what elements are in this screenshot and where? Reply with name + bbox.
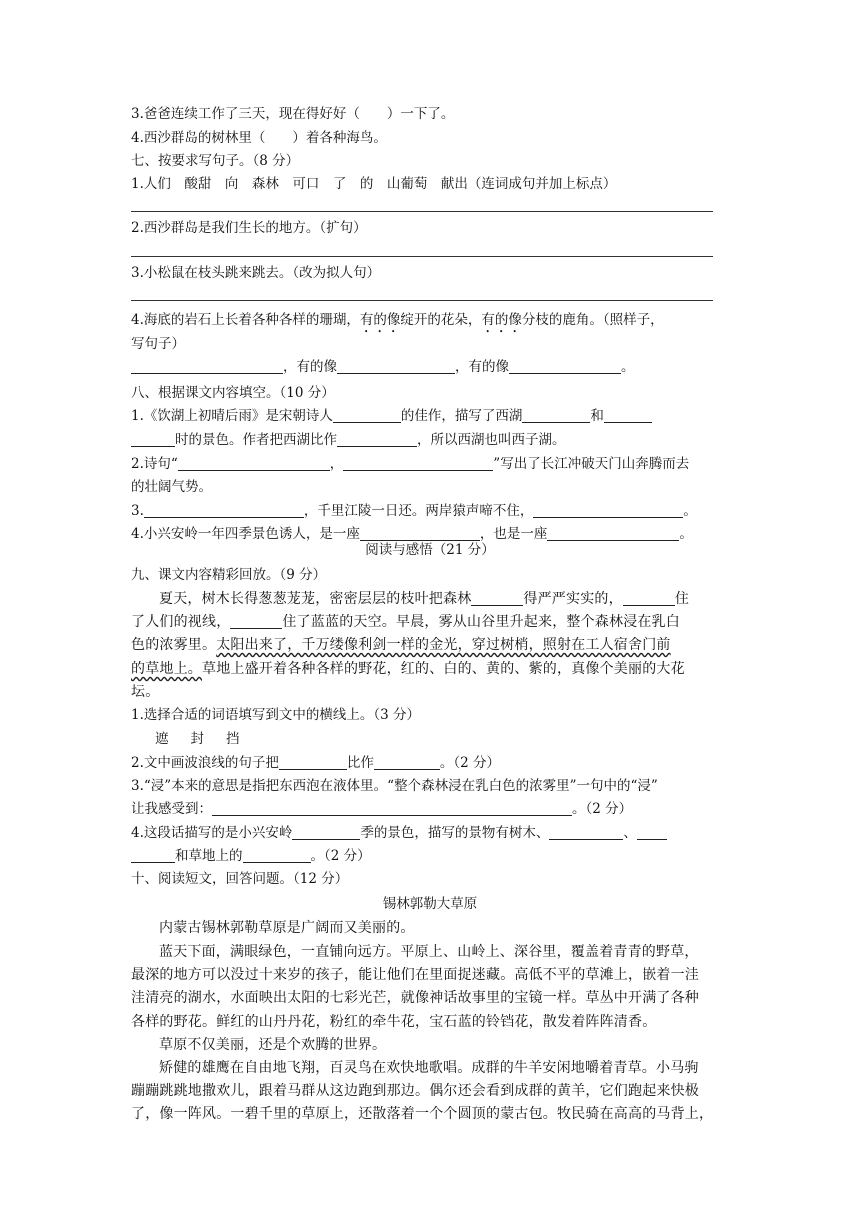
p8-q1-blank-3[interactable] [604, 408, 652, 423]
p8-q2-text-a: 2.诗句“ [131, 456, 178, 472]
p7-q1: 1.人们 酸甜 向 森林 可口 了 的 山葡萄 献出（连词成句并加上标点） [131, 176, 617, 192]
p9-passage-line-3 [131, 636, 671, 655]
p9-p3a-text: 色的浓雾里。 [131, 637, 217, 653]
p8-q1-blank-1[interactable] [333, 408, 401, 423]
p9-wavy-sentence-2: 的草地上。 [131, 661, 202, 677]
p9-word-2[interactable]: 封 [190, 731, 204, 747]
p9-passage-line-5: 坛。 [131, 684, 160, 700]
p9-word-3[interactable]: 挡 [226, 731, 240, 747]
p10-line-7: 矫健的雄鹰在自由地飞翔，百灵鸟在欢快地歌唱。成群的牛羊安闲地嚼着青草。小马驹 [159, 1060, 699, 1076]
p7-q4-cont: 写句子） [131, 336, 185, 352]
p9-q4-blank-3[interactable] [637, 825, 667, 840]
p8-q1-blank-3b[interactable] [131, 432, 175, 447]
p8-q1-text-a: 1.《饮湖上初晴后雨》是宋朝诗人 [131, 408, 333, 424]
p8-q2-text-b: ， [329, 456, 344, 472]
p9-blank-3[interactable] [230, 614, 282, 629]
p9-q2-text-a: 2.文中画波浪线的句子把 [131, 755, 279, 771]
p9-q4-text-d: 和草地上的 [175, 848, 243, 864]
p9-q4-text-a: 4.这段话描写的是小兴安岭 [131, 825, 293, 841]
p9-q4-text-e: 。（2 分） [310, 848, 371, 864]
p9-passage-line-4 [131, 660, 685, 679]
p8-q4-text-a: 4.小兴安岭一年四季景色诱人，是一座 [131, 526, 360, 542]
p9-q3-blank[interactable] [212, 801, 572, 816]
p9-title: 九、课文内容精彩回放。（9 分） [131, 567, 327, 583]
p8-q3-text-a: 3. [131, 503, 144, 519]
p9-q2 [131, 754, 500, 773]
p9-passage-line-2 [131, 613, 680, 632]
p8-q1-blank-4[interactable] [337, 432, 417, 447]
p10-title: 十、阅读短文，回答问题。（12 分） [131, 871, 349, 887]
p8-q2 [131, 455, 689, 474]
p10-article-title: 锡林郭勒大草原 [382, 896, 478, 912]
p8-q4-text-c: 。 [679, 526, 693, 542]
p8-q1 [131, 407, 652, 426]
p9-q4-blank-3b[interactable] [131, 848, 175, 863]
p7-q4-fill [131, 358, 635, 377]
p7-q4-fill-text-1: ，有的像 [283, 359, 337, 375]
p9-q3: 3.“浸”本来的意思是指把东西泡在液体里。“整个森林浸在乳白色的浓雾里”一句中的“浸” [131, 778, 658, 794]
p10-line-4: 洼清亮的湖水，水面映出太阳的七彩光芒，就像神话故事里的宝镜一样。草丛中开满了各种 [131, 990, 699, 1006]
p9-q4-cont [131, 847, 371, 866]
p8-q2-text-c: ”写出了长江冲破天门山奔腾而去 [493, 456, 690, 472]
p10-line-2: 蓝天下面，满眼绿色，一直铺向远方。平原上、山岭上、深谷里，覆盖着青青的野草， [159, 944, 699, 960]
p7-q4-emph-2: 有的像 [481, 312, 522, 328]
p9-q4-text-b: 季的景色，描写的景物有树木、 [360, 825, 550, 841]
p9-q3-text-c: 。（2 分） [572, 801, 633, 817]
p10-line-5: 各样的野花。鲜红的山丹丹花，粉红的牵牛花，宝石蓝的铃铛花，散发着阵阵清香。 [131, 1014, 657, 1030]
p9-p2-text: 了人们的视线， [131, 614, 231, 630]
p9-p2b-text: 住了蓝蓝的天空。早晨，雾从山谷里升起来，整个森林浸在乳白 [282, 614, 681, 630]
p6-q3: 3.爸爸连续工作了三天，现在得好好（ ）一下了。 [131, 106, 455, 122]
p7-q4-text-b: 绽开的花朵， [400, 312, 482, 328]
p8-q1-text-c: 和 [590, 408, 604, 424]
section-reading-title: 阅读与感悟（21 分） [365, 542, 495, 558]
p9-p1c-text: 住 [674, 591, 690, 607]
p9-q2-blank-2[interactable] [374, 755, 440, 770]
p7-title: 七、按要求写句子。（8 分） [131, 153, 300, 169]
p6-q4: 4.西沙群岛的树林里（ ）着各种海鸟。 [131, 130, 387, 146]
p9-word-choices [155, 730, 262, 749]
p8-q3 [131, 502, 697, 521]
p9-q4 [131, 824, 667, 843]
p8-q1-text-d: 时的景色。作者把西湖比作 [175, 432, 337, 448]
p8-q2-cont: 的壮阔气势。 [131, 479, 212, 495]
p9-passage-line-1 [159, 590, 689, 609]
p7-q4-text-a: 4.海底的岩石上长着各种各样的珊瑚， [131, 312, 360, 328]
p9-q2-blank-1[interactable] [279, 755, 347, 770]
p8-q3-blank-1[interactable] [144, 503, 304, 518]
p9-p1-text: 夏天，树木长得葱葱茏茏，密密层层的枝叶把森林 [159, 591, 472, 607]
p8-q1-text-b: 的佳作，描写了西湖 [400, 408, 523, 424]
p9-wavy-sentence-1: 太阳出来了，千万缕像利剑一样的金光，穿过树梢，照射在工人宿舍门前 [216, 637, 671, 653]
p8-q4-blank-1[interactable] [360, 526, 480, 541]
p9-q3-cont [131, 800, 632, 819]
p9-blank-2[interactable] [623, 591, 675, 606]
p7-q4-fill-text-2: ，有的像 [455, 359, 509, 375]
p10-line-8: 蹦蹦跳跳地撒欢儿，跟着马群从这边跑到那边。偶尔还会看到成群的黄羊，它们跑起来快极 [131, 1083, 699, 1099]
p10-line-1: 内蒙古锡林郭勒草原是广阔而又美丽的。 [159, 920, 415, 936]
p7-q4-emph-1: 有的像 [359, 312, 401, 328]
p7-q4-blank-2[interactable] [337, 359, 455, 374]
p7-q4-fill-end: 。 [621, 359, 635, 375]
p8-q2-blank-1[interactable] [178, 456, 330, 471]
p9-q4-text-c: 、 [623, 825, 637, 841]
p10-line-6: 草原不仅美丽，还是个欢腾的世界。 [159, 1037, 387, 1053]
p7-q3: 3.小松鼠在枝头跳来跳去。（改为拟人句） [131, 265, 381, 281]
p7-q4 [131, 311, 664, 336]
p8-q1-text-e: ，所以西湖也叫西子湖。 [417, 432, 566, 448]
p10-line-9: 了，像一阵风。一碧千里的草原上，还散落着一个个圆顶的蒙古包。牧民骑在高高的马背上， [131, 1106, 714, 1122]
p8-q3-text-c: 。 [683, 503, 697, 519]
p7-q4-text-c: 分枝的鹿角。（照样子， [521, 312, 664, 328]
p10-line-3: 最深的地方可以没过十来岁的孩子，能让他们在里面捉迷藏。高低不平的草滩上，嵌着一洼 [131, 967, 699, 983]
p7-q4-blank-3[interactable] [509, 359, 621, 374]
p9-blank-1[interactable] [471, 591, 523, 606]
p8-q3-blank-2[interactable] [533, 503, 683, 518]
p8-q4-blank-2[interactable] [547, 526, 679, 541]
p8-q2-blank-2[interactable] [343, 456, 493, 471]
p8-q4-text-b: ，也是一座 [479, 526, 548, 542]
p7-q2-answer-line[interactable] [131, 256, 713, 257]
p9-q3-text-b: 让我感受到： [131, 801, 212, 817]
p8-q3-text-b: ，千里江陵一日还。两岸猿声啼不住， [303, 503, 534, 519]
p9-q2-text-c: 。（2 分） [439, 755, 501, 771]
p9-p4b-text: 草地上盛开着各种各样的野花，红的、白的、黄的、紫的，真像个美丽的大花 [202, 661, 685, 677]
p7-q4-blank-1[interactable] [131, 359, 283, 374]
p9-q1: 1.选择合适的词语填写到文中的横线上。（3 分） [131, 707, 421, 723]
p9-q2-text-b: 比作 [346, 755, 374, 771]
p9-p1b-text: 得严严实实的， [523, 591, 623, 607]
p9-q4-blank-4[interactable] [243, 848, 311, 863]
p9-q4-blank-1[interactable] [292, 825, 360, 840]
p8-q1-blank-2[interactable] [522, 408, 590, 423]
p8-q1-cont [131, 431, 566, 450]
p8-title: 八、根据课文内容填空。（10 分） [131, 385, 335, 401]
p7-q1-answer-line[interactable] [131, 211, 713, 212]
p9-q4-blank-2[interactable] [549, 825, 623, 840]
p7-q2: 2.西沙群岛是我们生长的地方。（扩句） [131, 220, 367, 236]
p9-word-1[interactable]: 遮 [155, 731, 169, 747]
p7-q3-answer-line[interactable] [131, 300, 713, 301]
